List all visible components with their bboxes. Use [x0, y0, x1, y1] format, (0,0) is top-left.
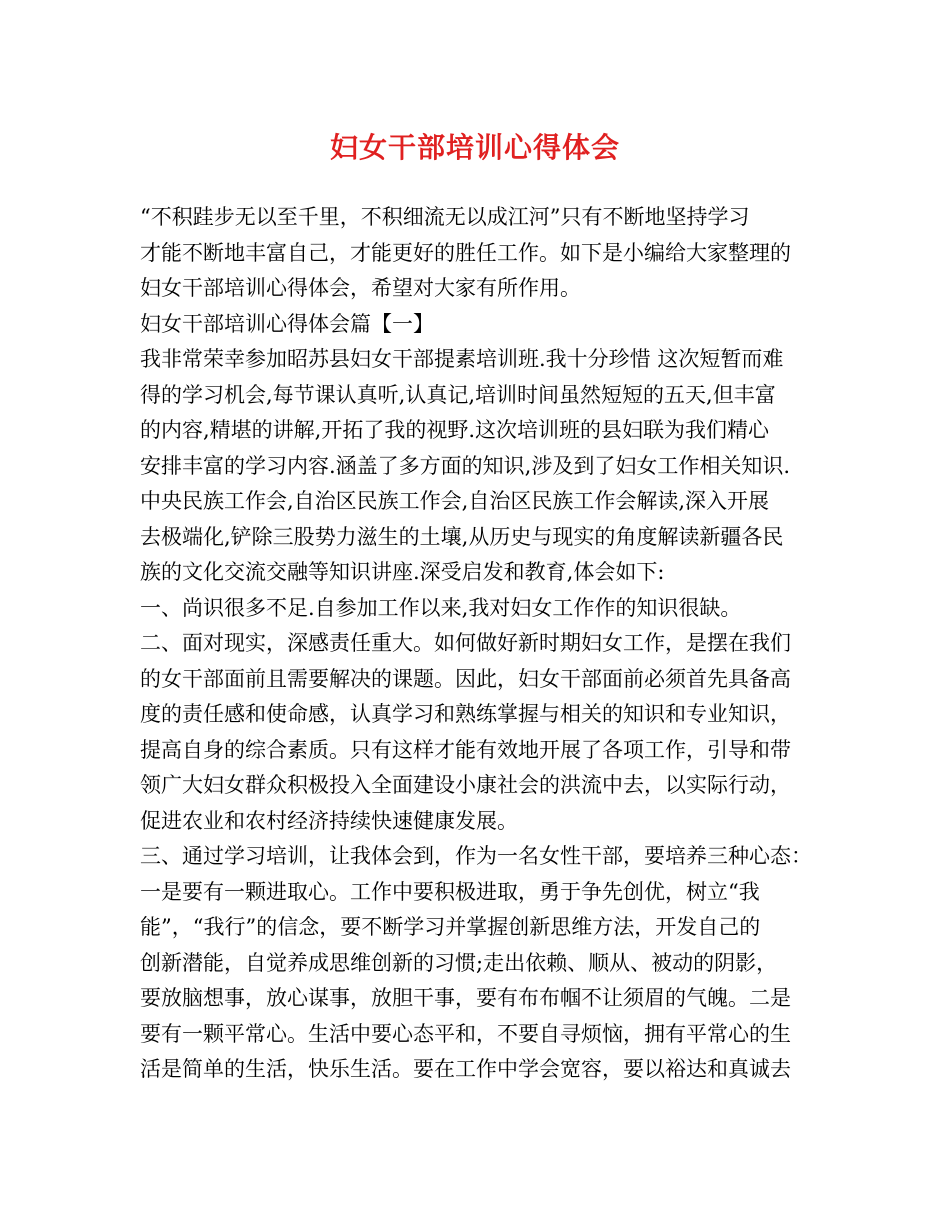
- body-line: 中央民族工作会,自治区民族工作会,自治区民族工作会解读,深入开展: [140, 489, 770, 513]
- document-title: 妇女干部培训心得体会: [329, 131, 620, 164]
- body-line: 一是要有一颗进取心。工作中要积极进取，勇于争先创优，树立“我: [140, 879, 760, 904]
- body-line: 能”，“我行”的信念，要不断学习并掌握创新思维方法，开发自己的: [140, 915, 761, 939]
- body-line: 要有一颗平常心。生活中要心态平和，不要自寻烦恼，拥有平常心的生: [140, 1021, 791, 1046]
- body-line: 才能不断地丰富自己，才能更好的胜任工作。如下是小编给大家整理的: [140, 240, 791, 265]
- document-body: [140, 200, 820, 1088]
- body-line: 安排丰富的学习内容.涵盖了多方面的知识,涉及到了妇女工作相关知识.: [140, 453, 791, 478]
- body-line: 去极端化,铲除三股势力滋生的土壤,从历史与现实的角度解读新疆各民: [140, 524, 784, 549]
- body-line: 的女干部面前且需要解决的课题。因此，妇女干部面前必须首先具备高: [140, 666, 791, 691]
- body-line: 妇女干部培训心得体会篇【一】: [140, 311, 434, 336]
- body-line: “不积跬步无以至千里，不积细流无以成江河”只有不断地坚持学习: [140, 205, 750, 229]
- body-line: 提高自身的综合素质。只有这样才能有效地开展了各项工作，引导和带: [140, 737, 791, 762]
- body-line: 促进农业和农村经济持续快速健康发展。: [140, 808, 518, 833]
- body-line: 二、面对现实，深感责任重大。如何做好新时期妇女工作，是摆在我们: [140, 631, 791, 655]
- body-line: 的内容,精堪的讲解,开拓了我的视野.这次培训班的县妇联为我们精心: [140, 418, 770, 442]
- body-line: 一、尚识很多不足.自参加工作以来,我对妇女工作作的知识很缺。: [140, 595, 742, 620]
- body-line: 活是简单的生活，快乐生活。要在工作中学会宽容，要以裕达和真诚去: [140, 1057, 791, 1081]
- body-line: 创新潜能，自觉养成思维创新的习惯;走出依赖、顺从、被动的阴影，: [140, 950, 778, 975]
- body-line: 族的文化交流交融等知识讲座.深受启发和教育,体会如下:: [140, 560, 665, 584]
- body-line: 妇女干部培训心得体会，希望对大家有所作用。: [140, 276, 581, 300]
- body-line: 度的责任感和使命感，认真学习和熟练掌握与相关的知识和专业知识，: [140, 702, 791, 726]
- body-line: 三、通过学习培训，让我体会到，作为一名女性干部，要培养三种心态：: [140, 844, 812, 868]
- body-line: 得的学习机会,每节课认真听,认真记,培训时间虽然短短的五天,但丰富: [140, 382, 776, 407]
- body-line: 要放脑想事，放心谋事，放胆干事，要有布布帼不让须眉的气魄。二是: [140, 986, 791, 1010]
- body-line: 我非常荣幸参加昭苏县妇女干部提素培训班.我十分珍惜 这次短暂而难: [140, 347, 784, 371]
- body-line: 领广大妇女群众积极投入全面建设小康社会的洪流中去，以实际行动，: [140, 773, 791, 797]
